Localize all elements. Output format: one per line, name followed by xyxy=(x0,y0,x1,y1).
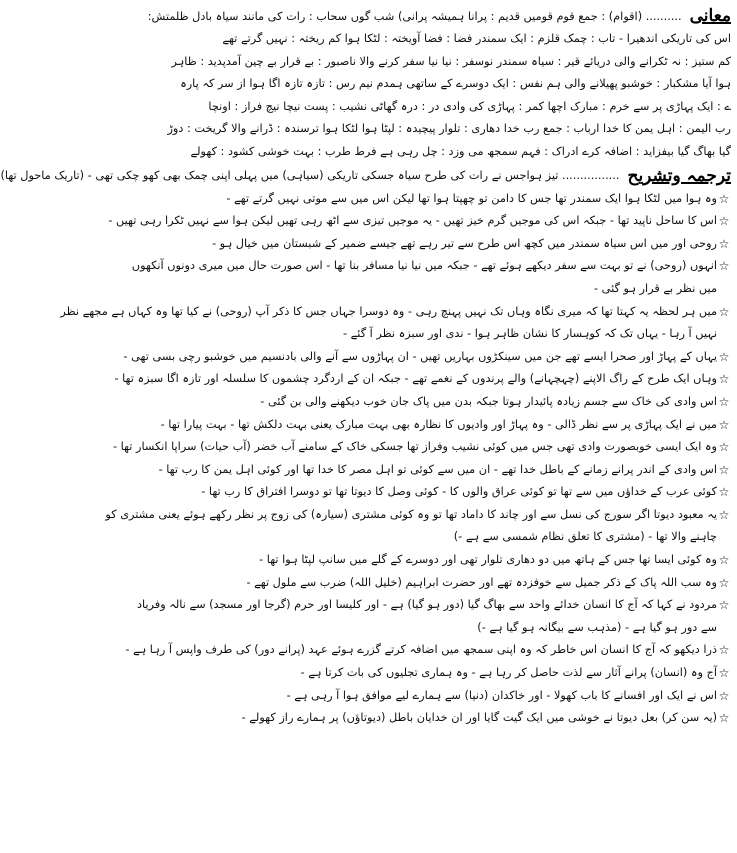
bullet-text: وہ کوئی ایسا تھا جس کے ہاتھ میں دو دھاری تلوار تھی اور دوسرے کے گلے میں سانپ لپٹا ہوا تھا - xyxy=(259,553,717,567)
star-bullet-icon: ☆ xyxy=(718,507,730,522)
glossary-line: گیا بھاگ گیا بیفزاید : اضافہ کرے ادراک : فہم سمجھ می وزد : چل رہی ہے فرط طرب : بہت خوشی کشود : کھولے xyxy=(190,144,731,158)
star-bullet-icon: ☆ xyxy=(718,214,730,229)
star-bullet-icon: ☆ xyxy=(718,711,730,726)
glossary-line: ہوا آیا مشکبار : خوشبو پھیلانے والی ہم نفس : ایک دوسرے کے ساتھی ہمدم نیم رس : تازہ تازہ اگا ہوا از سر کہ پارہ xyxy=(180,77,731,91)
glossary-line: کم ستیز : نہ ٹکرانے والی دریائے قیر : سیاہ سمندر نوسفر : نیا نیا سفر کرنے والا ناصبور : بے قرار بے چین آمدپدید : ظاہر xyxy=(171,54,731,68)
glossary-line: ے : ایک پہاڑی پر سے خرم : مبارک اچھا کمر : پہاڑی کی وادی در : درہ گھاٹی نشیب : پست نیچا نیچ فراز : اونچا xyxy=(208,99,731,113)
star-bullet-icon: ☆ xyxy=(718,349,730,364)
star-bullet-icon: ☆ xyxy=(718,688,730,703)
bullet-text: اس کا ساحل ناپید تھا - جبکہ اس کی موجیں گرم خیز تھیں - یہ موجیں تیزی سے اٹھ رہی تھیں لیکن ہوا سے نہیں ٹکرا رہی تھیں - xyxy=(108,214,717,228)
bullet-item xyxy=(143,481,731,504)
star-bullet-icon: ☆ xyxy=(718,553,730,568)
bullet-item xyxy=(60,301,731,324)
bullet-text: وہ ہوا میں لٹکا ہوا ایک سمندر تھا جس کا دامن تو چھپتا ہوا تھا لیکن اس میں سے موتی نہیں گرتے تھے - xyxy=(226,191,717,205)
bullet-text: (یہ سن کر) بعل دیوتا نے خوشی میں ایک گیت گایا اور ان خدایان باطل (دیوتاؤں) پر ہمارے راز کھولے - xyxy=(241,711,717,725)
bullet-text: میں نظر بے قرار ہو گئی - xyxy=(594,281,717,295)
bullet-item xyxy=(131,255,731,278)
bullet-item xyxy=(143,572,731,595)
bullet-text: یہاں کے پہاڑ اور صحرا ایسے تھے جن میں سینکڑوں بہاریں تھیں - ان پہاڑوں سے آنے والی بادنسیم میں خوشبو رچی بسی تھی - xyxy=(123,349,717,363)
bullet-item-continuation xyxy=(143,323,731,346)
star-bullet-icon: ☆ xyxy=(718,440,730,455)
glossary-line: رب الیمن : اہل یمن کا خدا ارباب : جمع رب خدا دھاری : تلوار پیچیدہ : لپٹا ہوا لٹکا ہوا ترسندہ : ڈرانے والا گریخت : دوڑ xyxy=(167,122,731,136)
star-bullet-icon: ☆ xyxy=(718,666,730,681)
bullet-text: وہ سب اللہ پاک کے ذکر جمیل سے خوفزدہ تھے اور حضرت ابراہیم (خلیل اللہ) ضرب سے ملول تھے - xyxy=(246,575,717,589)
bullet-item xyxy=(143,233,731,256)
star-bullet-icon: ☆ xyxy=(718,575,730,590)
bullet-text: سے دور ہو گیا ہے - (مذہب سے بیگانہ ہو گیا ہے -) xyxy=(477,620,717,634)
star-bullet-icon: ☆ xyxy=(718,462,730,477)
bullet-text: اس وادی کی خاک سے جسم زیادہ پائیدار ہوتا جبکہ بدن میں پاک جان خوب دیکھنے والی بن گئی - xyxy=(260,394,717,408)
bullet-text: میں ہر لحظہ یہ کہتا تھا کہ میری نگاہ وہاں تک نہیں پہنچ رہی - وہ دوسرا جہاں جس کا ذکر آپ (روحی) نے کیا تھا وہ کہاں ہے مجھے نظر xyxy=(60,304,717,318)
bullet-text: انہوں (روحی) نے تو بہت سے سفر دیکھے ہوئے تھے - جبکہ میں نیا نیا مسافر بنا تھا - اس صورت حال میں میری دونوں آنکھوں xyxy=(131,259,717,273)
glossary-first-line: .......... (اقوام) : جمع قوم قومیں قدیم : پرانا ہمیشہ پرانی) شب گوں سحاب : رات کی مانند سیاہ بادل ظلمتش: xyxy=(147,9,682,23)
bullet-item xyxy=(143,414,731,437)
bullet-item xyxy=(143,685,731,708)
bullet-item xyxy=(123,346,731,369)
bullet-item xyxy=(136,594,731,617)
bullet-text: اس وادی کے اندر پرانے زمانے کے باطل خدا تھے - ان میں سے کوئی تو اہل مصر کا خدا تھا اور کوئی اہل یمن کا رب تھا - xyxy=(158,462,717,476)
bullet-item-continuation xyxy=(143,617,731,640)
bullet-text: روحی اور میں اس سیاہ سمندر میں کچھ اس طرح سے تیر رہے تھے جیسے ضمیر کے شبستان میں خیال ہو - xyxy=(212,236,717,250)
translation-bullets xyxy=(60,188,731,730)
star-bullet-icon: ☆ xyxy=(718,394,730,409)
translation-first-line: ................ تیز ہواجس نے رات کی طرح سیاہ جسکی تاریکی (سیاہی) میں پہلی اپنی چمک بھی کھو چکی تھی - (تاریک ماحول تھا) xyxy=(0,169,620,183)
bullet-item xyxy=(143,707,731,730)
bullet-item xyxy=(143,459,731,482)
bullet-text: کوئی عرب کے خداؤں میں سے تھا تو کوئی عراق والوں کا - کوئی وصل کا دیوتا تھا تو دوسرا افتراق کا رب تھا - xyxy=(201,485,717,499)
bullet-text: نہیں آ رہا - یہاں تک کہ کوہسار کا نشان ظاہر ہوا - ندی اور سبزہ نظر آ گئے - xyxy=(343,327,717,341)
star-bullet-icon: ☆ xyxy=(718,417,730,432)
bullet-text: آج وہ (انسان) پرانے آثار سے لذت حاصل کر رہا ہے - وہ ہماری تجلیوں کی بات کرتا ہے - xyxy=(300,666,717,680)
bullet-text: اس نے ایک اور افسانے کا باب کھولا - اور خاکدان (دنیا) سے ہمارے لیے موافق ہوا آ رہی ہے - xyxy=(286,688,717,702)
bullet-item-continuation xyxy=(143,526,731,549)
bullet-text: ذرا دیکھو کہ آج کا انسان اس خاطر کہ وہ اپنی سمجھ میں اضافہ کرتے گزرے ہوئے عہد (پرانے دور) کی طرف واپس آ رہا ہے - xyxy=(125,643,717,657)
bullet-item xyxy=(143,391,731,414)
bullet-text: میں نے ایک پہاڑی پر سے نظر ڈالی - وہ پہاڑ اور وادیوں کا نظارہ بھی بہت مبارک یعنی بہت دلکش تھا - بہت پیارا تھا - xyxy=(160,417,717,431)
star-bullet-icon: ☆ xyxy=(718,598,730,613)
bullet-item xyxy=(143,188,731,211)
translation-header-row xyxy=(0,164,731,188)
bullet-item xyxy=(105,504,731,527)
bullet-item xyxy=(125,639,731,662)
bullet-text: وہاں ایک طرح کے راگ الاپنے (چہچہانے) والے پرندوں کے نغمے تھے - جبکہ ان کے اردگرد چشموں کا سلسلہ اور تازہ اگا سبزہ تھا - xyxy=(114,372,717,386)
bullet-item xyxy=(143,549,731,572)
star-bullet-icon: ☆ xyxy=(718,372,730,387)
translation-heading: ترجمہ وتشریح xyxy=(627,166,731,187)
star-bullet-icon: ☆ xyxy=(718,236,730,251)
bullet-item xyxy=(143,662,731,685)
glossary-header-row xyxy=(143,4,731,28)
bullet-text: چاہنے والا تھا - (مشتری کا تعلق نظام شمسی سے ہے -) xyxy=(453,530,717,544)
star-bullet-icon: ☆ xyxy=(718,191,730,206)
star-bullet-icon: ☆ xyxy=(718,485,730,500)
bullet-item xyxy=(108,210,731,233)
bullet-item-continuation xyxy=(143,278,731,301)
star-bullet-icon: ☆ xyxy=(718,643,730,658)
star-bullet-icon: ☆ xyxy=(718,304,730,319)
bullet-text: وہ ایک ایسی خوبصورت وادی تھی جس میں کوئی نشیب وفراز تھا جسکی خاک کے سامنے آب خضر (آب حیات) سراپا انکسار تھا - xyxy=(112,440,717,454)
star-bullet-icon: ☆ xyxy=(718,259,730,274)
bullet-item xyxy=(112,436,731,459)
bullet-text: مردود نے کہا کہ آج کا انسان خدائے واحد سے بھاگ گیا (دور ہو گیا) ہے - اور کلیسا اور حرم (گرجا اور مسجد) سے نالہ وفریاد xyxy=(136,598,717,612)
bullet-item xyxy=(114,368,731,391)
glossary-line: اس کی تاریکی اندھیرا - تاب : چمک قلزم : ایک سمندر فضا : فضا آویختہ : لٹکا ہوا کم ریختہ : نہیں گرتے تھے xyxy=(222,32,731,45)
glossary-heading: معانی xyxy=(689,6,731,26)
bullet-text: یہ معبود دیوتا اگر سورج کی نسل سے اور چاند کا داماد تھا تو وہ کوئی مشتری (سیارہ) کی زوج پر نظر رکھے ہوئے یعنی مشتری کو xyxy=(105,507,717,521)
